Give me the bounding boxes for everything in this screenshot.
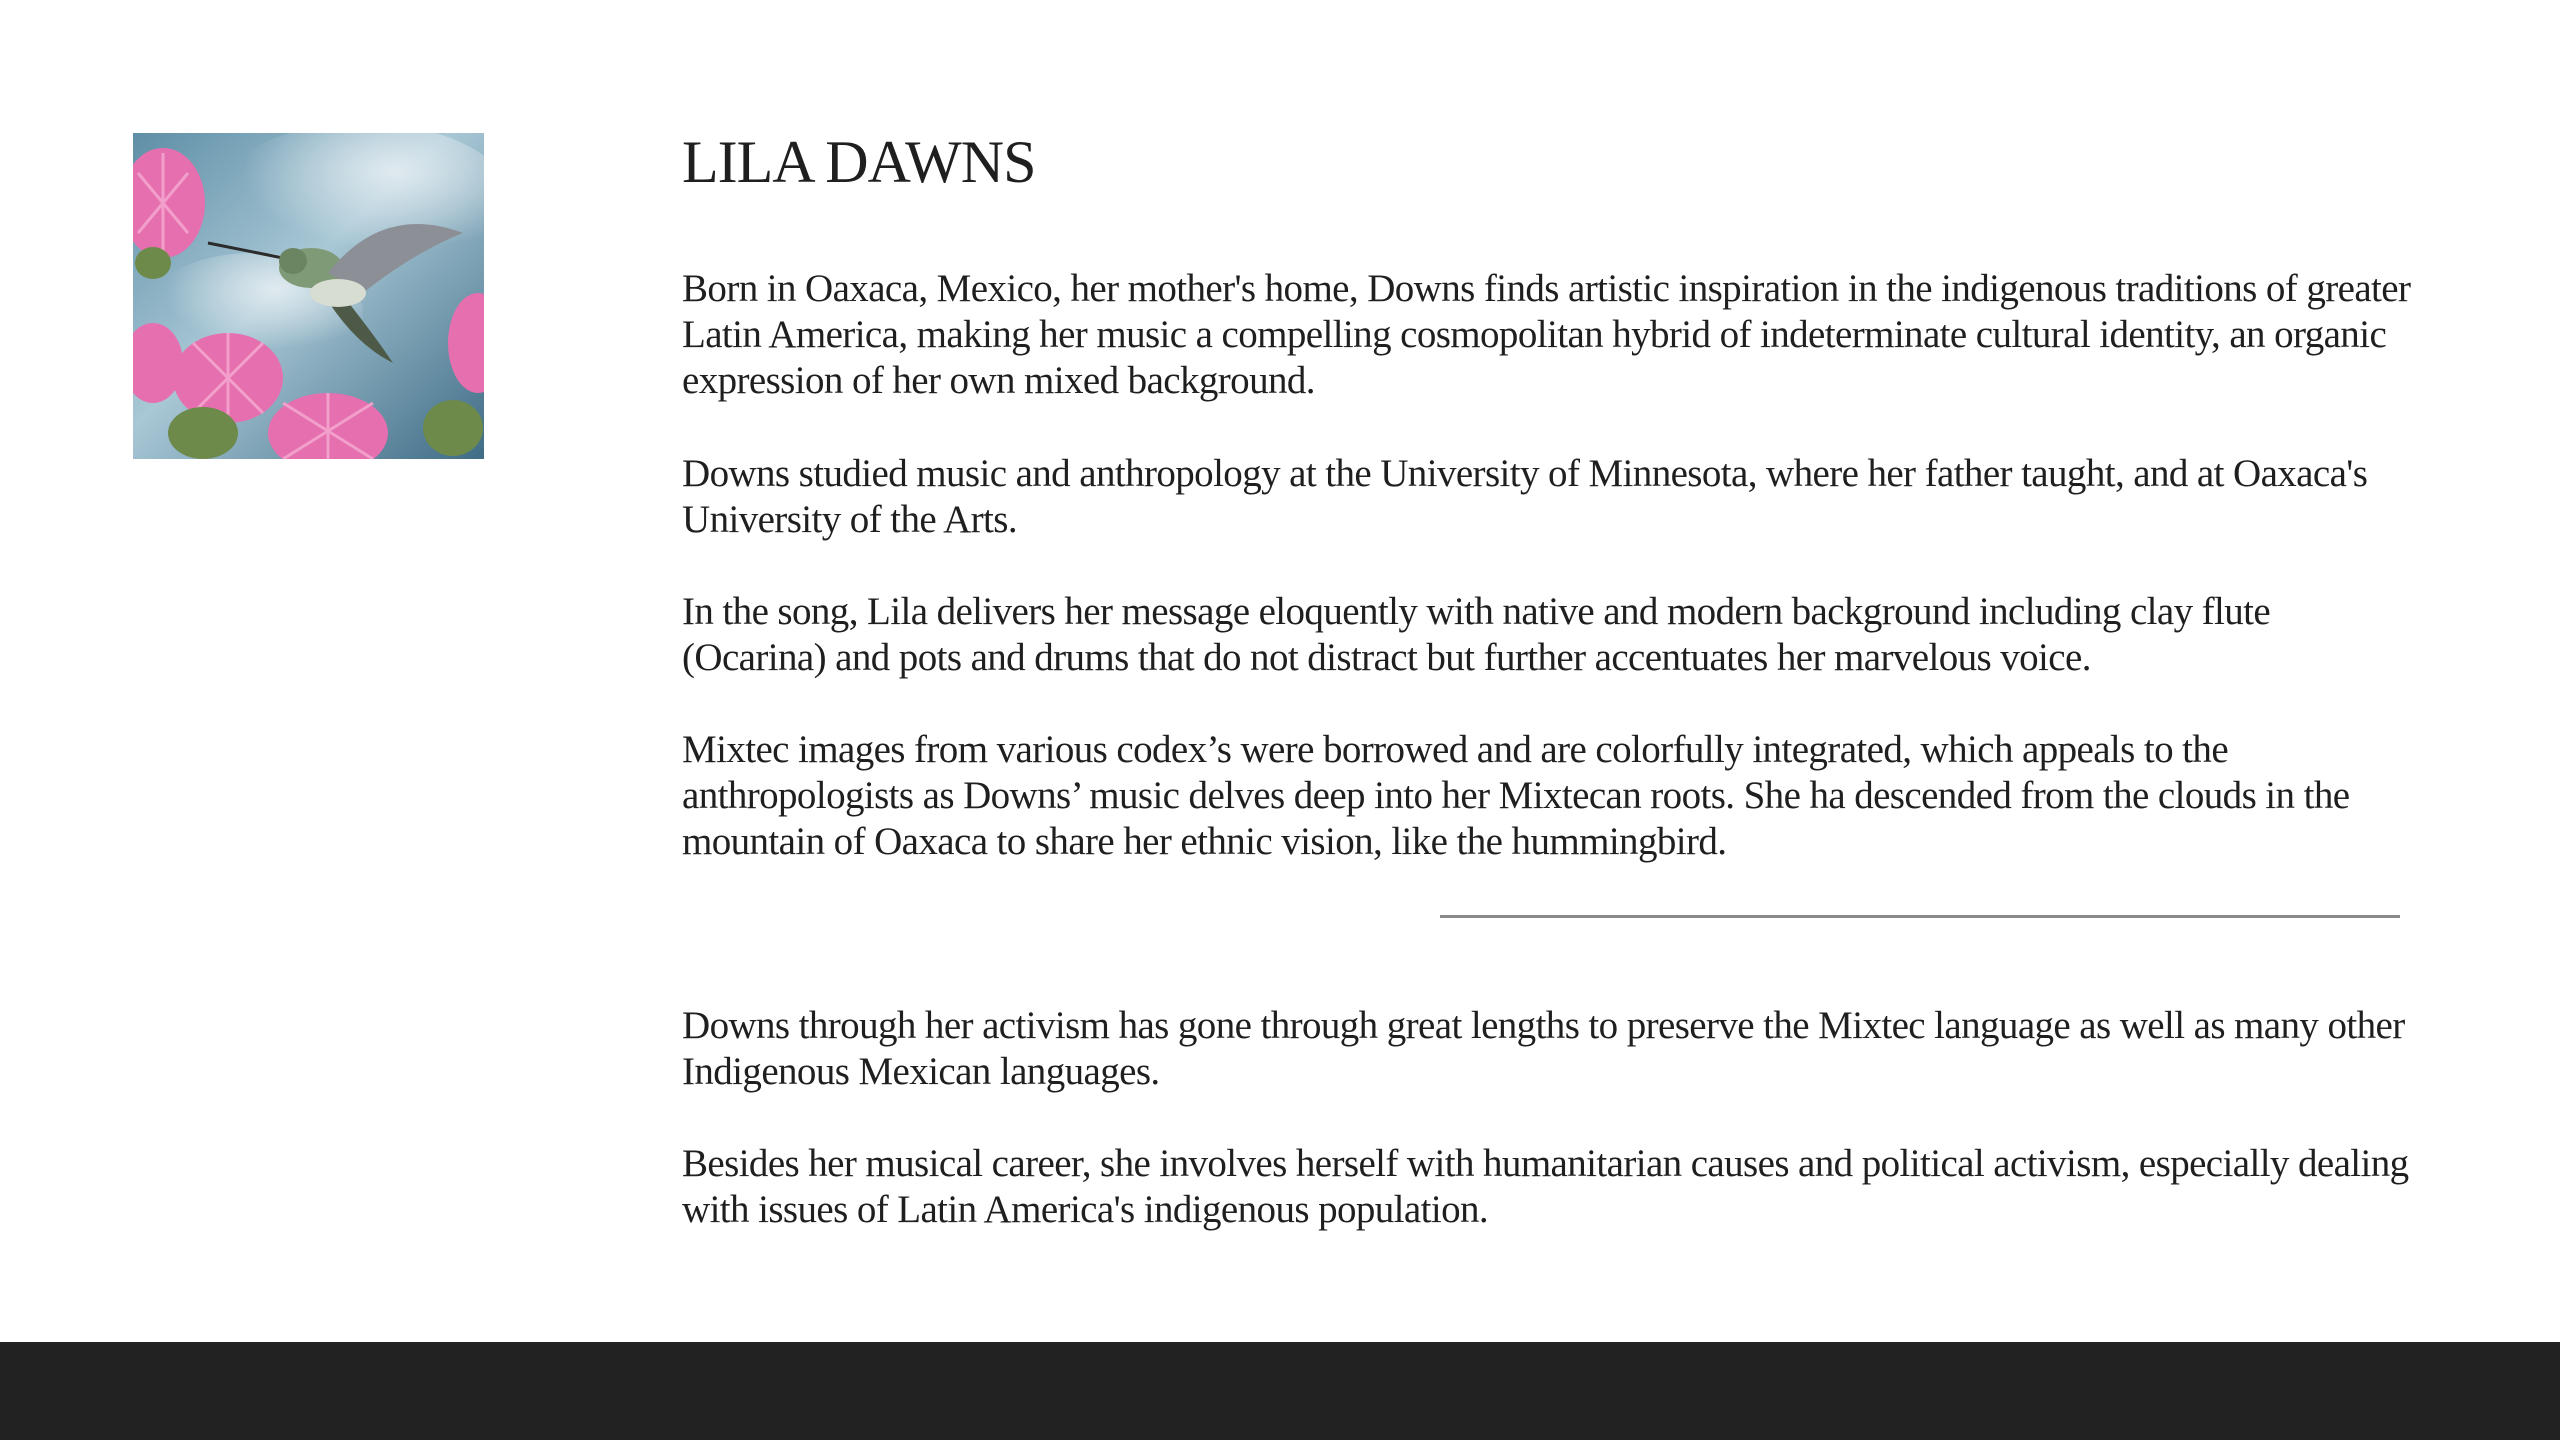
paragraph-activism: Downs through her activism has gone through great lengths to preserve the Mixtec language as well as many other Indigenous Mexican languages.	[682, 1004, 2405, 1093]
paragraph-humanitarian: Besides her musical career, she involves herself with humanitarian causes and political activism, especially dealing with issues of Latin America's indigenous population.	[682, 1142, 2409, 1231]
divider-line	[1440, 915, 2400, 918]
paragraph-mixtec-images: Mixtec images from various codex’s were borrowed and are colorfully integrated, which appeals to the anthropologists as Downs’ music delves deep into her Mixtecan roots. She ha descended from the clouds in the mountain of Oaxaca to share her ethnic vision, like the hummingbird.	[682, 728, 2350, 863]
hummingbird-photo	[133, 133, 484, 459]
bottom-bar	[0, 1342, 2560, 1440]
paragraph-in-the-song: In the song, Lila delivers her message eloquently with native and modern background including clay flute (Ocarina) and pots and drums that do not distract but further accentuates her marvelous voice.	[682, 590, 2271, 679]
paragraph-studied-music: Downs studied music and anthropology at the University of Minnesota, where her father taught, and at Oaxaca's University of the Arts.	[682, 452, 2368, 541]
hummingbird-icon	[133, 133, 484, 459]
paragraph-born-in-oaxaca: Born in Oaxaca, Mexico, her mother's home, Downs finds artistic inspiration in the indigenous traditions of greater Latin America, making her music a compelling cosmopolitan hybrid of indeterminate cultural identity, an organic expression of her own mixed background.	[682, 267, 2411, 402]
page-title: LILA DAWNS	[682, 129, 1036, 195]
